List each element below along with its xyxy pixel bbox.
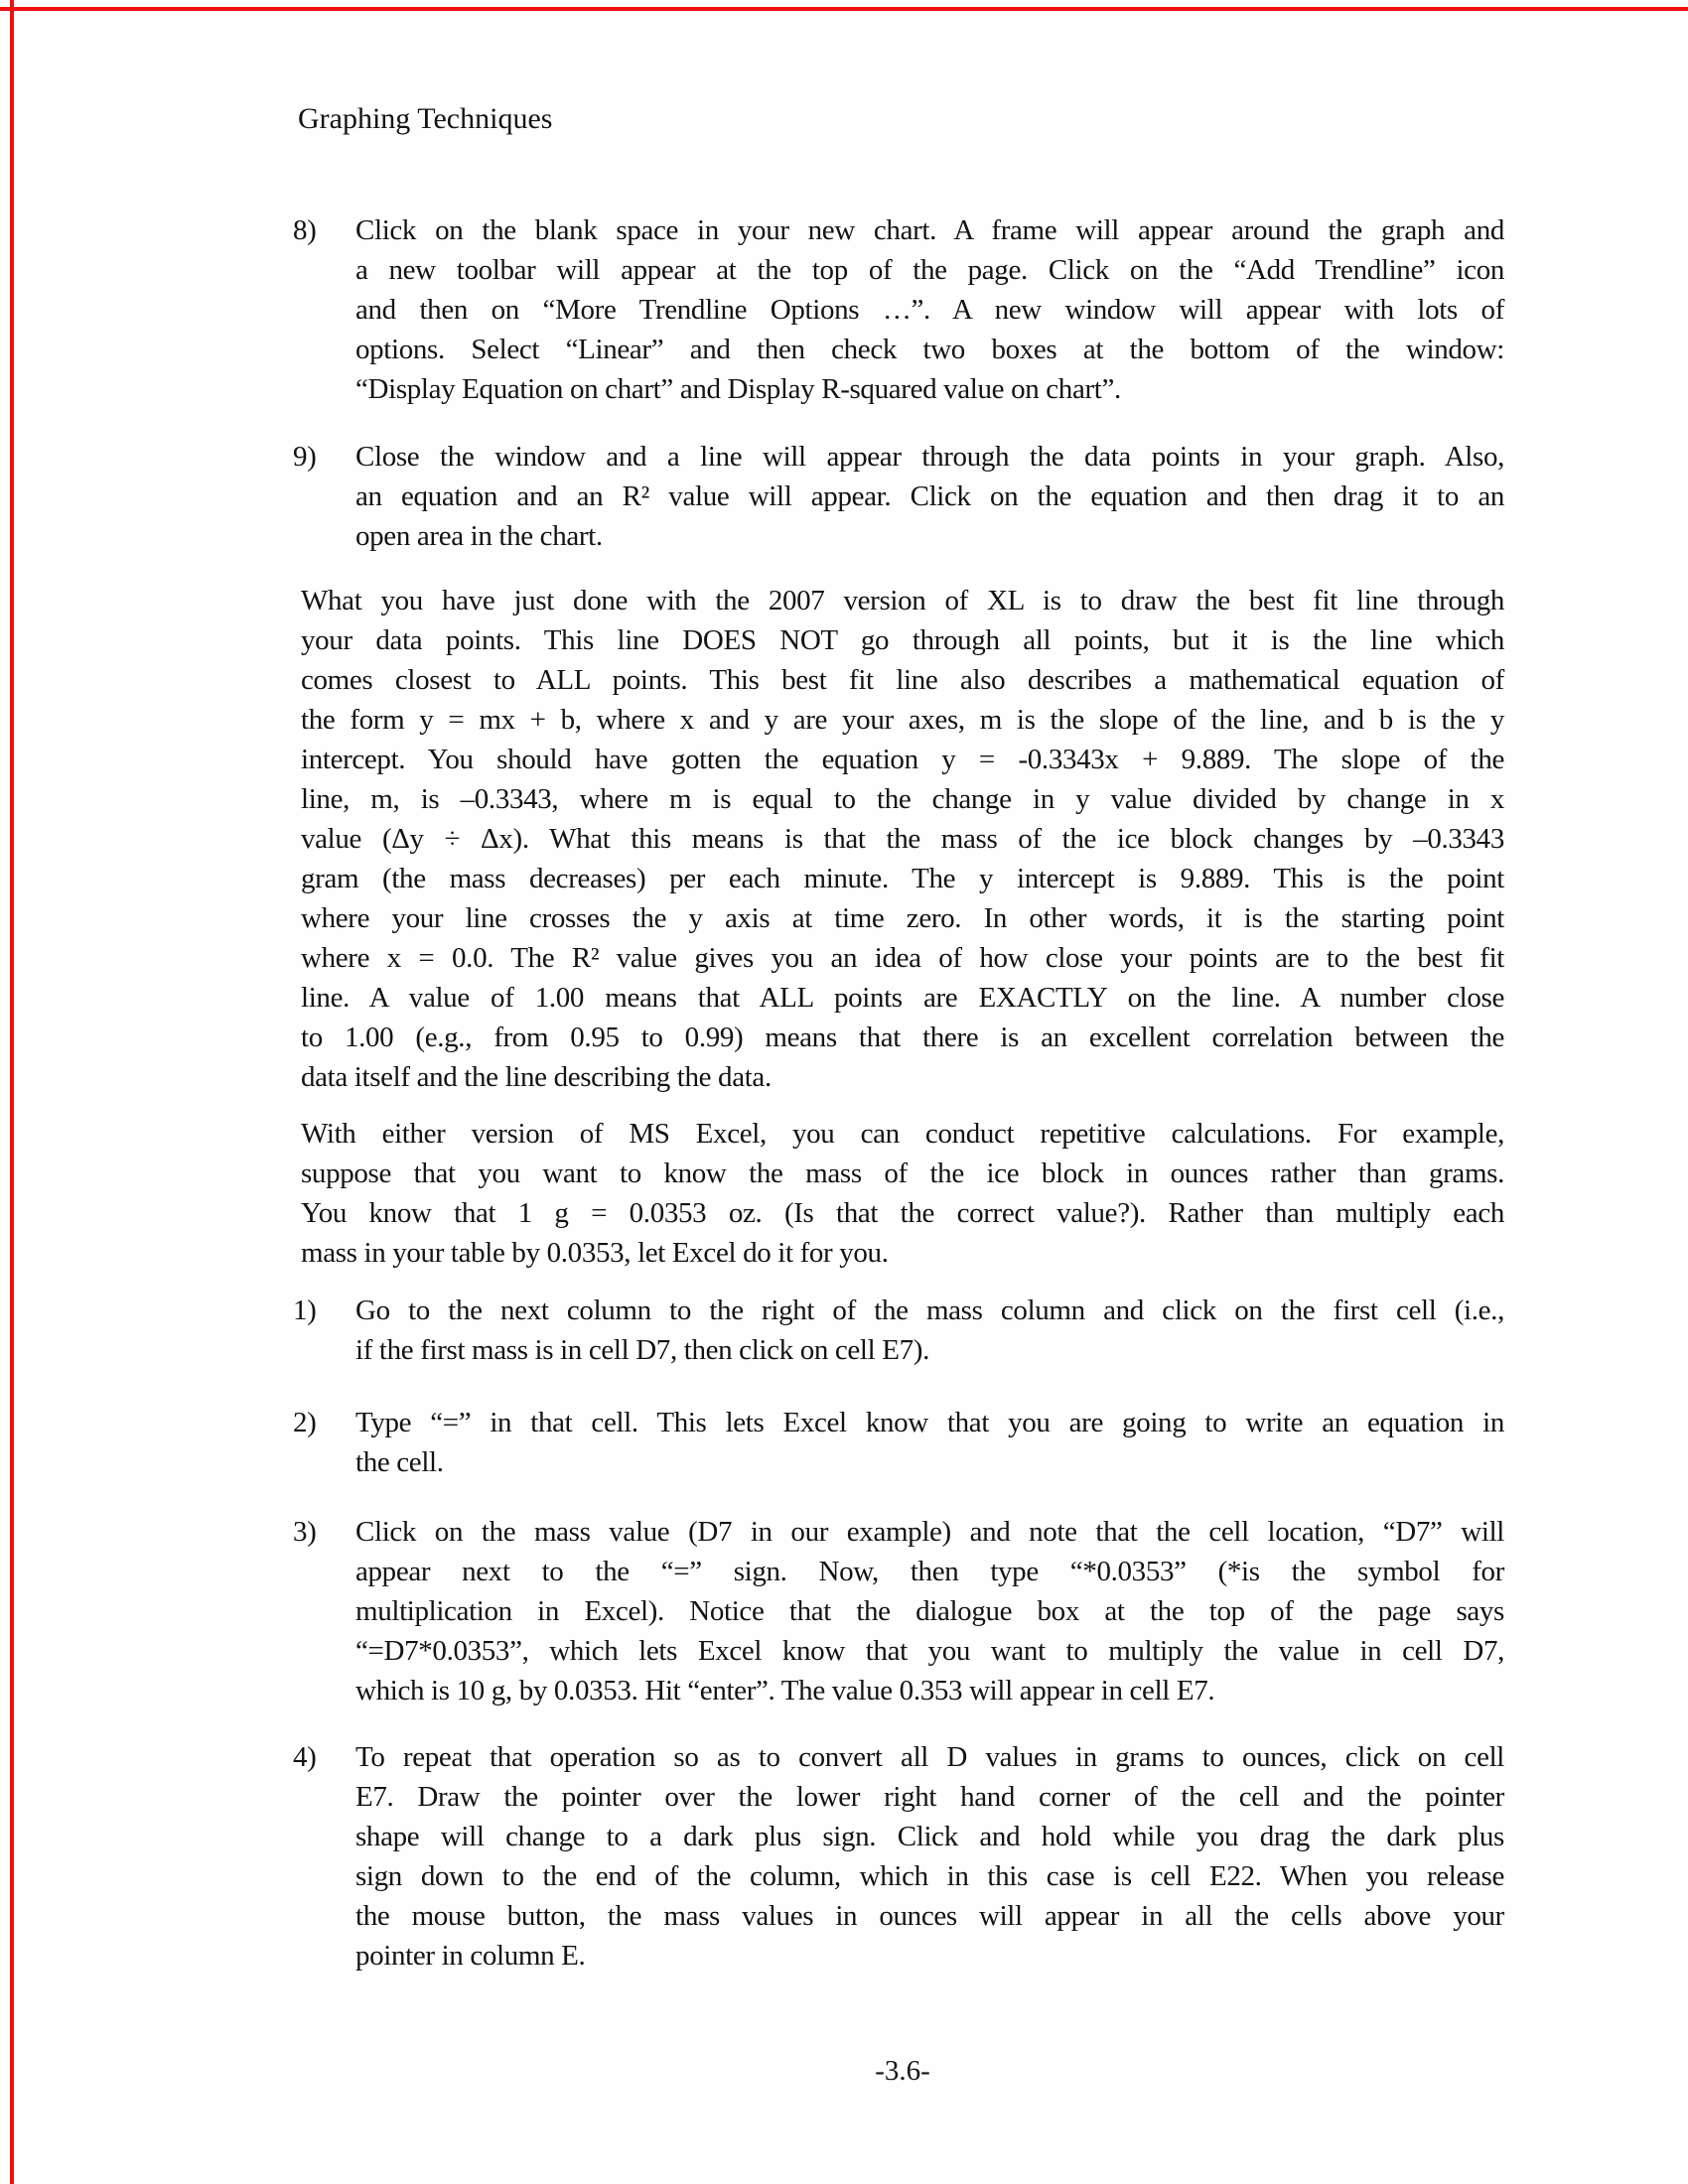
list-number: 8) bbox=[293, 214, 317, 246]
text-line: pointer in column E. bbox=[355, 1940, 586, 1972]
list-item-text bbox=[355, 210, 1504, 409]
list-number: 4) bbox=[293, 1741, 317, 1773]
text-line: comes closest to ALL points. This best fit line also describes a mathematical equation of bbox=[301, 664, 1504, 696]
text-line: line. A value of 1.00 means that ALL points are EXACTLY on the line. A number close bbox=[301, 982, 1504, 1014]
page-number: -3.6- bbox=[875, 2055, 930, 2087]
text-line: and then on “More Trendline Options …”. A new window will appear with lots of bbox=[355, 294, 1504, 326]
text-line: sign down to the end of the column, which in this case is cell E22. When you release bbox=[355, 1860, 1504, 1892]
text-line: “Display Equation on chart” and Display R-squared value on chart”. bbox=[355, 373, 1121, 405]
list-item-text bbox=[355, 1512, 1504, 1710]
scan-border-left-line bbox=[10, 0, 14, 2184]
list-item bbox=[293, 210, 1504, 409]
list-item bbox=[293, 1512, 1504, 1710]
text-line: the cell. bbox=[355, 1446, 444, 1478]
text-line: open area in the chart. bbox=[355, 520, 603, 552]
text-line: to 1.00 (e.g., from 0.95 to 0.99) means that there is an excellent correlation between the bbox=[301, 1022, 1504, 1053]
text-line: options. Select “Linear” and then check two boxes at the bottom of the window: bbox=[355, 334, 1504, 365]
list-number: 9) bbox=[293, 441, 317, 473]
paragraph bbox=[301, 581, 1504, 1097]
list-item bbox=[293, 1737, 1504, 1976]
list-item bbox=[293, 1403, 1504, 1482]
text-line: Close the window and a line will appear through the data points in your graph. Also, bbox=[355, 441, 1504, 473]
text-line: value (Δy ÷ Δx). What this means is that the mass of the ice block changes by –0.3343 bbox=[301, 823, 1504, 855]
text-line: Click on the blank space in your new chart. A frame will appear around the graph and bbox=[355, 214, 1504, 246]
text-line: You know that 1 g = 0.0353 oz. (Is that the correct value?). Rather than multiply each bbox=[301, 1197, 1504, 1229]
text-line: E7. Draw the pointer over the lower right hand corner of the cell and the pointer bbox=[355, 1781, 1504, 1813]
list-item bbox=[293, 437, 1504, 556]
text-line: “=D7*0.0353”, which lets Excel know that you want to multiply the value in cell D7, bbox=[355, 1635, 1504, 1667]
text-line: Go to the next column to the right of the mass column and click on the first cell (i.e., bbox=[355, 1295, 1504, 1326]
text-line: suppose that you want to know the mass of the ice block in ounces rather than grams. bbox=[301, 1158, 1504, 1189]
text-line: To repeat that operation so as to convert all D values in grams to ounces, click on cell bbox=[355, 1741, 1504, 1773]
text-line: What you have just done with the 2007 version of XL is to draw the best fit line through bbox=[301, 585, 1504, 616]
text-line: where x = 0.0. The R² value gives you an idea of how close your points are to the best fit bbox=[301, 942, 1504, 974]
text-line: the mouse button, the mass values in ounces will appear in all the cells above your bbox=[355, 1900, 1504, 1932]
list-item bbox=[293, 1291, 1504, 1370]
list-number: 3) bbox=[293, 1516, 317, 1548]
text-line: multiplication in Excel). Notice that the dialogue box at the top of the page says bbox=[355, 1595, 1504, 1627]
text-line: if the first mass is in cell D7, then click on cell E7). bbox=[355, 1334, 929, 1366]
text-line: With either version of MS Excel, you can conduct repetitive calculations. For example, bbox=[301, 1118, 1504, 1150]
list-number: 1) bbox=[293, 1295, 317, 1326]
text-line: Click on the mass value (D7 in our example) and note that the cell location, “D7” will bbox=[355, 1516, 1504, 1548]
text-line: which is 10 g, by 0.0353. Hit “enter”. The value 0.353 will appear in cell E7. bbox=[355, 1675, 1215, 1706]
text-line: the form y = mx + b, where x and y are your axes, m is the slope of the line, and b is the y bbox=[301, 704, 1504, 736]
list-item-text bbox=[355, 1291, 1504, 1370]
text-line: an equation and an R² value will appear. Click on the equation and then drag it to an bbox=[355, 480, 1504, 512]
text-line: gram (the mass decreases) per each minute. The y intercept is 9.889. This is the point bbox=[301, 863, 1504, 894]
text-line: mass in your table by 0.0353, let Excel do it for you. bbox=[301, 1237, 889, 1269]
text-line: where your line crosses the y axis at time zero. In other words, it is the starting point bbox=[301, 902, 1504, 934]
text-line: Type “=” in that cell. This lets Excel know that you are going to write an equation in bbox=[355, 1407, 1504, 1438]
text-line: shape will change to a dark plus sign. Click and hold while you drag the dark plus bbox=[355, 1821, 1504, 1852]
text-line: your data points. This line DOES NOT go through all points, but it is the line which bbox=[301, 624, 1504, 656]
text-line: a new toolbar will appear at the top of the page. Click on the “Add Trendline” icon bbox=[355, 254, 1504, 286]
text-line: data itself and the line describing the data. bbox=[301, 1061, 772, 1093]
list-number: 2) bbox=[293, 1407, 317, 1438]
list-item-text bbox=[355, 1737, 1504, 1976]
scan-border-top-line bbox=[0, 7, 1688, 11]
list-item-text bbox=[355, 1403, 1504, 1482]
paragraph bbox=[301, 1114, 1504, 1273]
text-line: intercept. You should have gotten the equation y = -0.3343x + 9.889. The slope of the bbox=[301, 744, 1504, 775]
page-title: Graphing Techniques bbox=[298, 102, 553, 135]
list-item-text bbox=[355, 437, 1504, 556]
text-line: appear next to the “=” sign. Now, then type “*0.0353” (*is the symbol for bbox=[355, 1556, 1504, 1587]
text-line: line, m, is –0.3343, where m is equal to the change in y value divided by change in x bbox=[301, 783, 1504, 815]
